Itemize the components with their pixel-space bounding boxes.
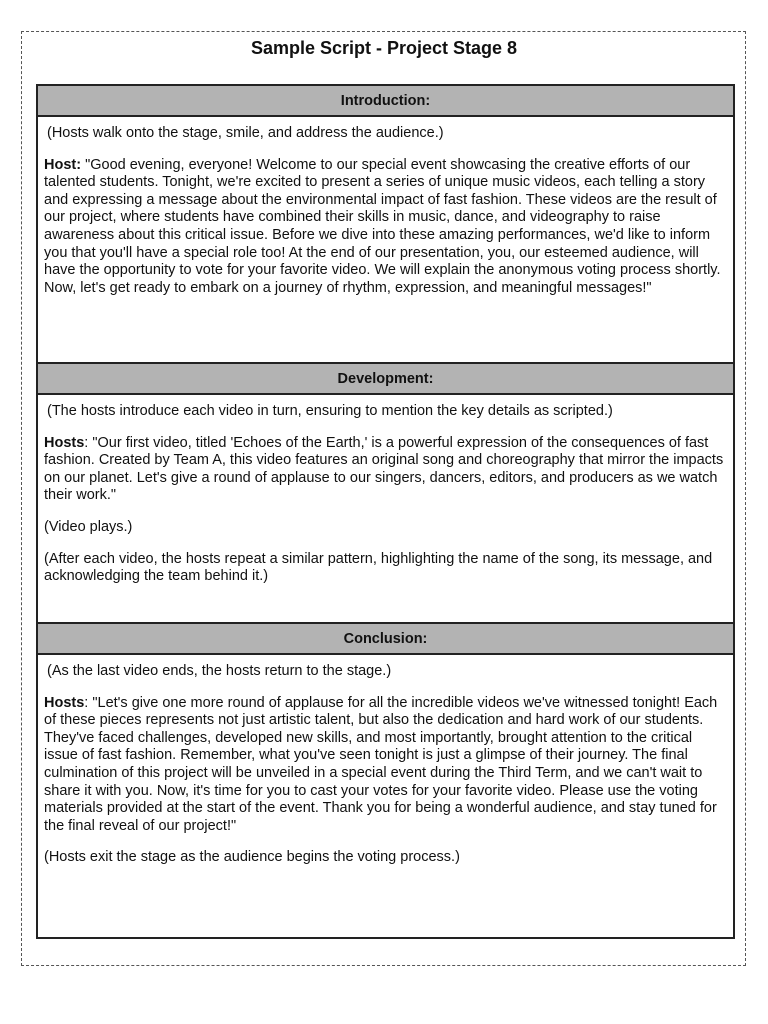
speaker-label: Host:: [44, 156, 82, 173]
dialogue-text: : "Let's give one more round of applause for all the incredible videos we've witnessed tonight! Each of these pieces represents not just artistic talent, but also the dedication and hard work of our students. They've faced challenges, developed new skills, and most importantly, brought attention to the critical issue of fast fashion. Remember, what you've seen tonight is just a glimpse of their journey. The final culmination of this project will be unveiled in a special event during the Third Term, and we can't wait to share it with you. Now, it's time for you to cast your votes for your favorite video. Please use the voting materials provided at the start of the event. Thank you for being a wonderful audience, and stay tuned for the final reveal of our project!": [44, 694, 718, 834]
script-table: [36, 84, 735, 939]
dialogue-text: "Good evening, everyone! Welcome to our special event showcasing the creative efforts of our talented students. Tonight, we're excited to present a series of unique music videos, each telling a story and expressing a message about the environmental impact of fast fashion. These videos are the result of our project, where students have combined their skills in music, dance, and videography to raise awareness about this critical issue. Before we dive into these amazing performances, we'd like to inform you that you'll have a special role too! At the end of our presentation, you, our esteemed audience, will have the opportunity to vote for your favorite video. We will explain the anonymous voting process shortly. Now, let's get ready to embark on a journey of rhythm, expression, and meaningful messages!": [44, 156, 721, 296]
stage-direction: (Hosts walk onto the stage, smile, and address the audience.): [47, 125, 444, 141]
section-header-development: Development:: [38, 364, 733, 395]
dialogue-text: : "Our first video, titled 'Echoes of the Earth,' is a powerful expression of the consequences of fast fashion. Created by Team A, this video features an original song and choreography that mirror the impacts on our planet. Let's give a round of applause to our singers, dancers, editors, and producers as we watch their work.": [44, 434, 724, 504]
section-header-introduction: Introduction:: [38, 86, 733, 117]
document-title: Sample Script - Project Stage 8: [250, 38, 518, 58]
section-header-conclusion: Conclusion:: [38, 624, 733, 655]
stage-direction: (Video plays.): [44, 518, 133, 535]
dialogue-paragraph: [44, 435, 727, 505]
section-body-conclusion: [38, 655, 733, 937]
section-body-introduction: [38, 117, 733, 364]
speaker-label: Hosts: [44, 694, 85, 711]
stage-direction: (After each video, the hosts repeat a similar pattern, highlighting the name of the song, its message, and acknowledging the team behind it.): [44, 550, 713, 585]
dialogue-paragraph: [44, 695, 727, 836]
stage-direction: (As the last video ends, the hosts return to the stage.): [47, 663, 392, 679]
speaker-label: Hosts: [44, 434, 85, 451]
stage-direction: (Hosts exit the stage as the audience begins the voting process.): [44, 849, 460, 866]
dialogue-paragraph: [44, 157, 727, 298]
section-body-development: [38, 395, 733, 624]
stage-direction: (The hosts introduce each video in turn, ensuring to mention the key details as scripted.): [47, 403, 613, 419]
